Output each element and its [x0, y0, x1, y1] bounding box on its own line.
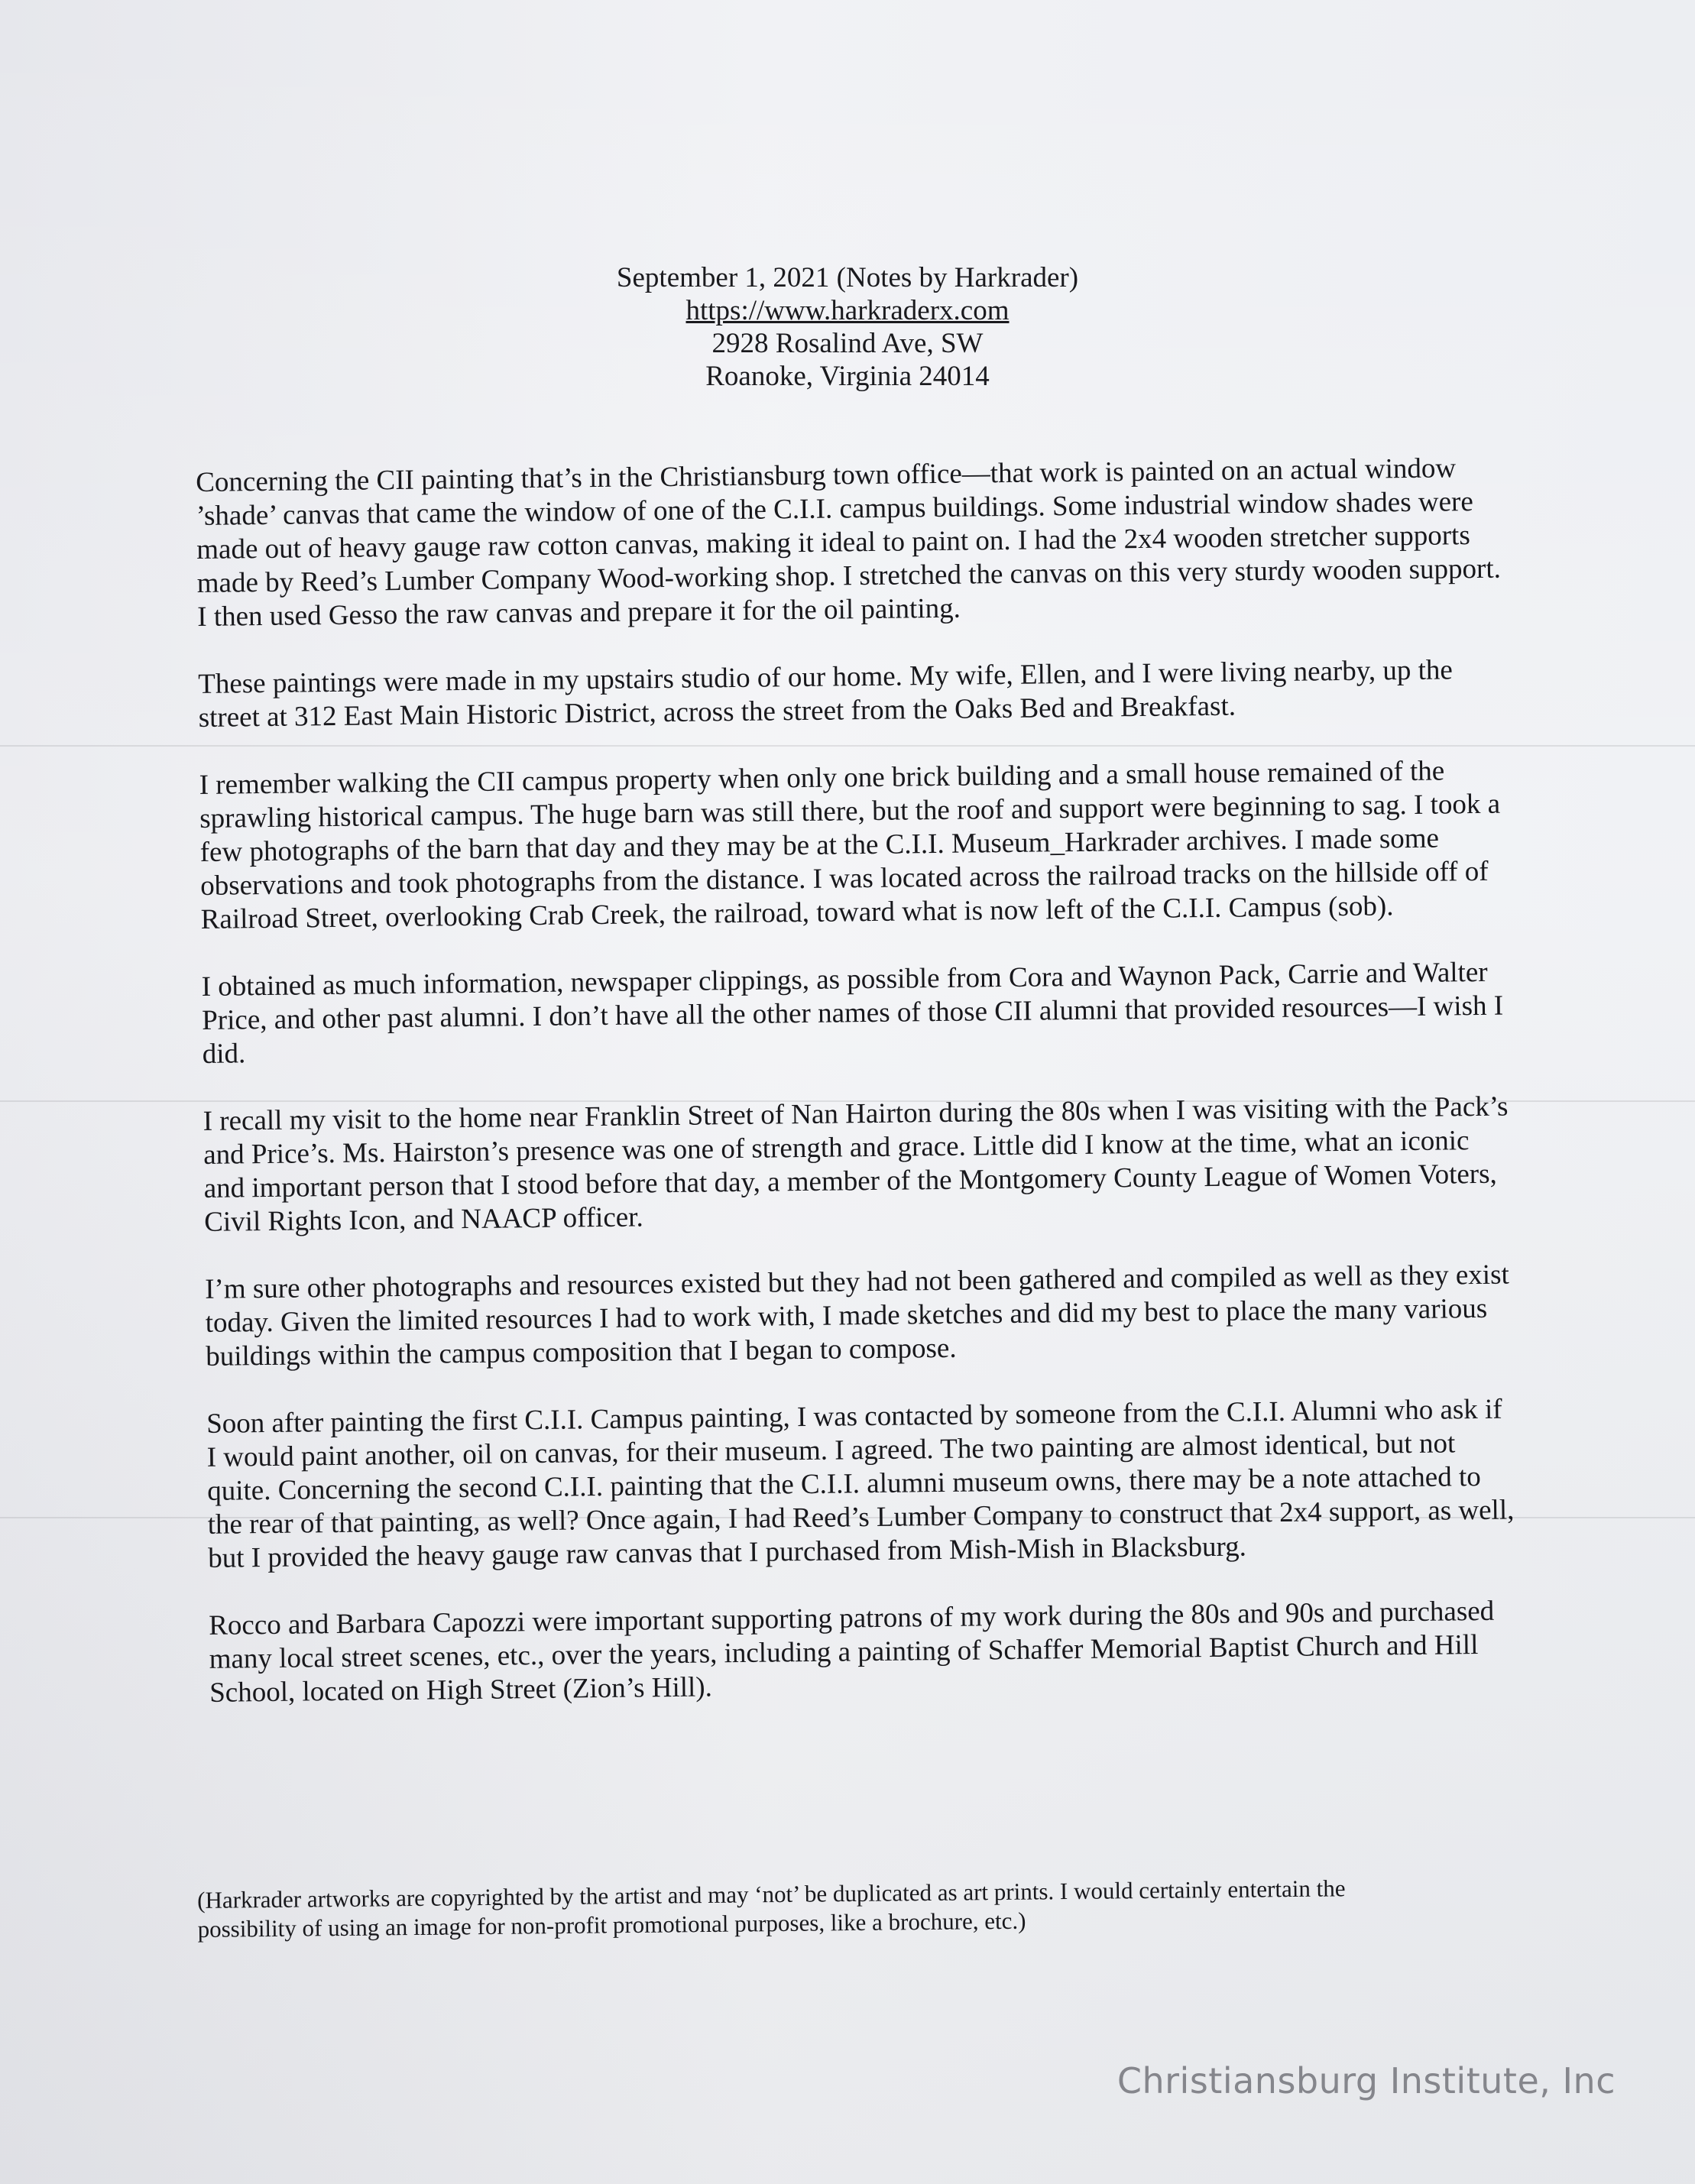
paragraph-3: I remember walking the CII campus property when only one brick building and a small house remained of the sprawling historical campus. The huge barn was still there, but the roof and support were beginning to sag. I took a few photographs of the barn that day and they may be at the C.I.I. Museum_Harkrader archives. I made some observations and took photographs from the distance. I was located across the railroad tracks on the hillside off of Railroad Street, overlooking Crab Creek, the railroad, toward what is now left of the C.I.I. Campus (sob). [199, 755, 1501, 935]
copyright-note: (Harkrader artworks are copyrighted by the artist and may ‘not’ be duplicated as art prints. I would certainly entertain the possibility of using an image for non-profit promotional purposes, like a brochure, etc.) [197, 1875, 1346, 1943]
paragraph-8: Rocco and Barbara Capozzi were important supporting patrons of my work during the 80s and 90s and purchased many local street scenes, etc., over the years, including a painting of Schaffer Memorial Baptist Church and Hill School, located on High Street (Zion’s Hill). [208, 1595, 1495, 1709]
letter-body [196, 452, 1518, 1744]
paragraph-1: Concerning the CII painting that’s in the Christiansburg town office—that work is painted on an actual window ’shade’ canvas that came the window of one of the C.I.I. campus buildings. Some industrial window shades were made out of heavy gauge raw cotton canvas, making it ideal to paint on. I had the 2x4 wooden stretcher supports made by Reed’s Lumber Company Wood-working shop. I stretched the canvas on this very sturdy wooden support. I then used Gesso the raw canvas and prepare it for the oil painting. [196, 452, 1502, 633]
website-url: https://www.harkraderx.com [685, 295, 1010, 326]
address-city: Roanoke, Virginia 24014 [705, 361, 990, 392]
paragraph-4: I obtained as much information, newspaper clippings, as possible from Cora and Waynon Pack, Carrie and Walter Price, and other past alumni. I don’t have all the other names of those CII alumni that provided resources—I wish I did. [201, 956, 1504, 1070]
address-street: 2928 Rosalind Ave, SW [711, 328, 984, 359]
paragraph-6: I’m sure other photographs and resources existed but they had not been gathered and compiled as well as they exist today. Given the limited resources I had to work with, I made sketches and did my best to place the many various buildings within the campus composition that I began to compose. [204, 1259, 1509, 1372]
paragraph-7: Soon after painting the first C.I.I. Campus painting, I was contacted by someone from the C.I.I. Alumni who ask if I would paint another, oil on canvas, for their museum. I agreed. The two painting are almost identical, but not quite. Concerning the second C.I.I. painting that the C.I.I. alumni museum owns, there may be a note attached to the rear of that painting, as well? Once again, I had Reed’s Lumber Company to construct that 2x4 support, as well, but I provided the heavy gauge raw canvas that I purchased from Mish-Mish in Blacksburg. [206, 1393, 1515, 1574]
letter-header [0, 261, 1695, 393]
date-line: September 1, 2021 (Notes by Harkrader) [616, 262, 1079, 293]
paragraph-2: These paintings were made in my upstairs studio of our home. My wife, Ellen, and I were living nearby, up the street at 312 East Main Historic District, across the street from the Oaks Bed and Breakfast. [198, 654, 1454, 734]
paragraph-5: I recall my visit to the home near Franklin Street of Nan Hairton during the 80s when I was visiting with the Pack’s and Price’s. Ms. Hairston’s presence was one of strength and grace. Little did I know at the time, what an iconic and important person that I stood before that day, a member of the Montgomery County League of Women Voters, Civil Rights Icon, and NAACP officer. [203, 1090, 1509, 1238]
watermark: Christiansburg Institute, Inc [1116, 2060, 1616, 2101]
